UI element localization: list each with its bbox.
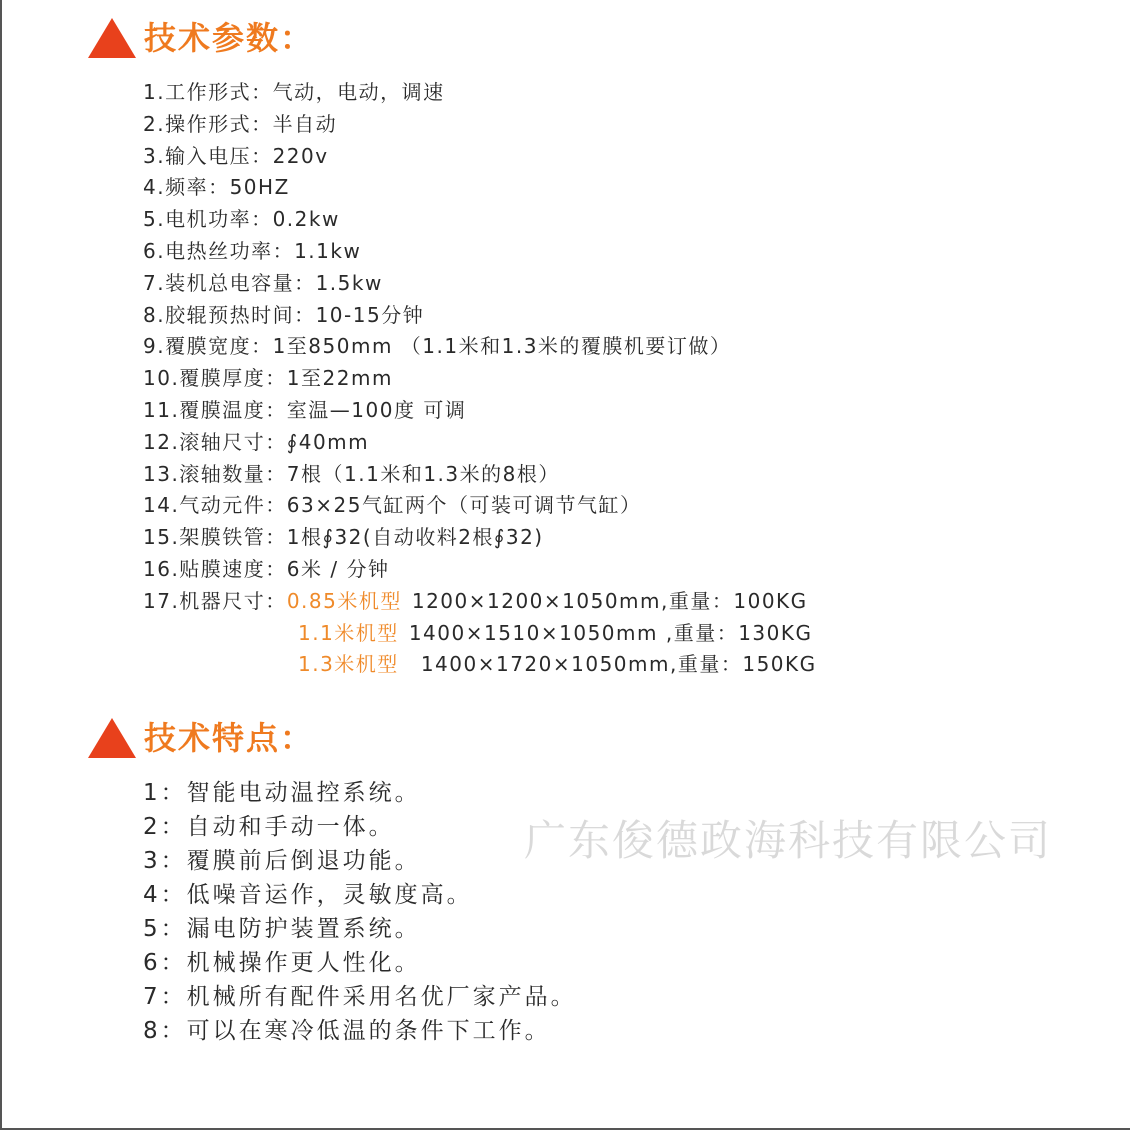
feature-item: 1：智能电动温控系统。 [143,780,421,806]
machine-model: 1.3米机型 [298,652,399,677]
triangle-icon [88,718,136,758]
machine-size-row [143,618,1043,650]
spec-item: 1.工作形式：气动，电动，调速 [143,80,445,104]
feature-item: 4：低噪音运作，灵敏度高。 [143,882,473,908]
spec-item: 12.滚轴尺寸：∮40mm [143,429,370,454]
spec-item: 13.滚轴数量：7根（1.1米和1.3米的8根） [143,461,560,486]
spec-item: 16.贴膜速度：6米 / 分钟 [143,556,390,581]
machine-spec: 1200×1200×1050mm,重量：100KG [411,588,808,613]
page-border-left [0,0,2,1130]
spec-item: 14.气动元件：63×25气缸两个（可装可调节气缸） [143,493,642,518]
triangle-icon [88,18,136,58]
specs-section-title: 技术参数： [144,19,315,57]
feature-list [143,776,577,1048]
specs-section-header [88,16,314,60]
spec-item: 8.胶辊预热时间：10-15分钟 [143,302,425,327]
company-watermark: 广东俊德政海科技有限公司 [524,816,1053,865]
feature-item: 6：机械操作更人性化。 [143,950,421,976]
spec-item: 3.输入电压：220v [143,143,329,168]
feature-item: 5：漏电防护装置系统。 [143,916,421,942]
spec-item: 4.频率：50HZ [143,175,290,200]
feature-item: 3：覆膜前后倒退功能。 [143,848,421,874]
feature-item: 8：可以在寒冷低温的条件下工作。 [143,1018,551,1044]
machine-size-row [143,586,1043,618]
machine-model: 1.1米机型 [298,620,399,645]
machine-size-row [143,649,1043,681]
feature-item: 2：自动和手动一体。 [143,814,395,840]
features-section-title: 技术特点： [144,719,315,757]
spec-list [143,77,1043,681]
spec-item: 6.电热丝功率：1.1kw [143,238,362,263]
spec-item: 2.操作形式：半自动 [143,111,338,136]
features-section-header [88,716,314,760]
machine-spec: 1400×1510×1050mm ,重量：130KG [408,620,813,645]
spec-item: 7.装机总电容量：1.5kw [143,270,383,295]
machine-model: 0.85米机型 [286,588,402,613]
spec-item: 9.覆膜宽度：1至850mm （1.1米和1.3米的覆膜机要订做） [143,334,732,359]
spec-item: 11.覆膜温度：室温—100度 可调 [143,397,467,422]
spec-item: 15.架膜铁管：1根∮32(自动收料2根∮32) [143,525,544,550]
spec-item: 10.覆膜厚度：1至22mm [143,366,393,391]
machine-size-label: 17.机器尺寸： [143,588,287,613]
feature-item: 7：机械所有配件采用名优厂家产品。 [143,984,577,1010]
machine-spec: 1400×1720×1050mm,重量：150KG [420,652,817,677]
spec-item: 5.电机功率：0.2kw [143,207,340,232]
